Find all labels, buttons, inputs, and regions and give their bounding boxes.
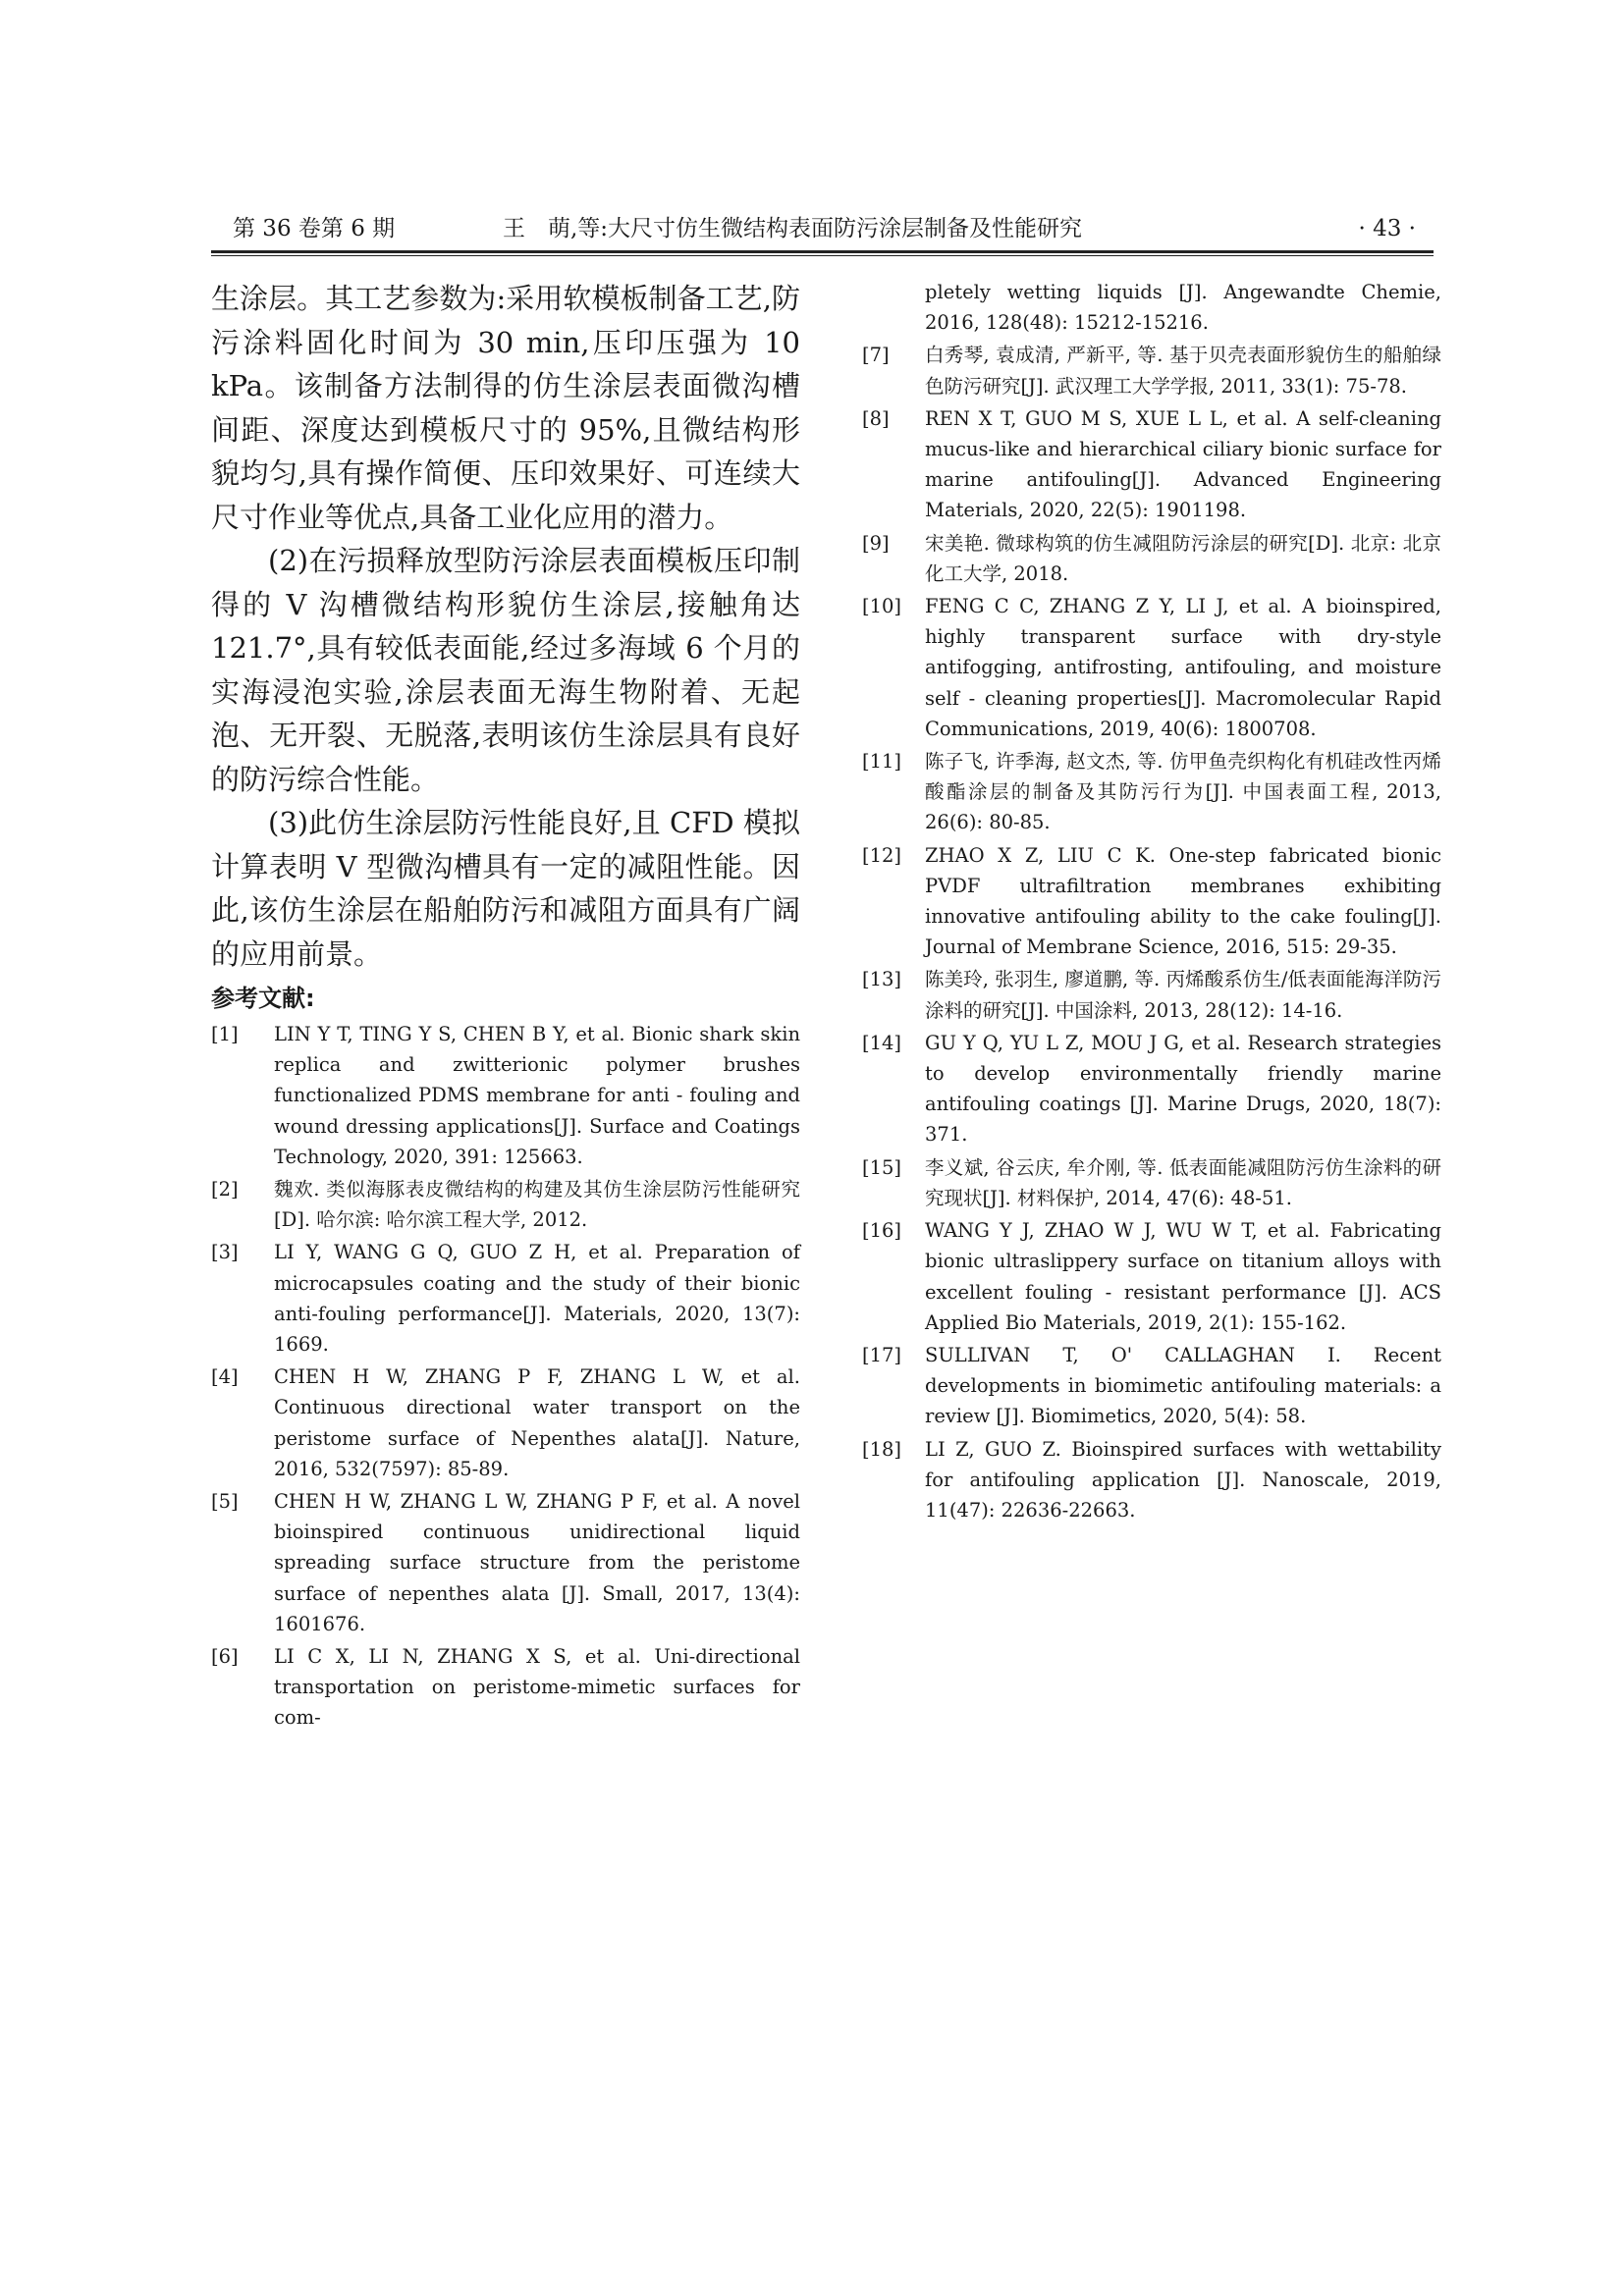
reference-item [211, 1237, 800, 1360]
reference-number: [18] [862, 1437, 902, 1461]
reference-item [862, 840, 1441, 963]
reference-text: CHEN H W, ZHANG L W, ZHANG P F, et al. A novel bioinspired continuous unidirectional liquid spreading surface structure from the peristome surface of nepenthes alata [J]. Small, 2017, 13(4): 1601676. [274, 1490, 800, 1635]
page-number: · 43 · [1358, 216, 1416, 241]
reference-number: [6] [211, 1645, 239, 1669]
left-column [211, 277, 800, 1735]
reference-text: CHEN H W, ZHANG P F, ZHANG L W, et al. Continuous directional water transport on the peristome surface of Nepenthes alata[J]. Nature, 2016, 532(7597): 85-89. [274, 1365, 800, 1480]
reference-text: WANG Y J, ZHAO W J, WU W T, et al. Fabricating bionic ultraslippery surface on titanium alloys with excellent fouling - resistant performance [J]. ACS Applied Bio Materials, 2019, 2(1): 155-162. [925, 1219, 1441, 1334]
reference-text: FENG C C, ZHANG Z Y, LI J, et al. A bioinspired, highly transparent surface with dry-style antifogging, antifrosting, antifouling, and moisture self - cleaning properties[J]. Macromolecular Rapid Communications, 2019, 40(6): 1800708. [925, 595, 1441, 740]
reference-item [862, 1152, 1441, 1213]
reference-number: [2] [211, 1178, 239, 1201]
reference-continuation: pletely wetting liquids [J]. Angewandte Chemie, 2016, 128(48): 15212-15216. [925, 281, 1441, 335]
reference-item [862, 1028, 1441, 1150]
reference-number: [9] [862, 531, 890, 555]
header-rule [211, 250, 1434, 253]
reference-number: [3] [211, 1241, 239, 1264]
reference-text: 魏欢. 类似海豚表皮微结构的构建及其仿生涂层防污性能研究[D]. 哈尔滨: 哈尔滨工程大学, 2012. [274, 1178, 800, 1232]
reference-text: 陈子飞, 许季海, 赵文杰, 等. 仿甲鱼壳织构化有机硅改性丙烯酸酯涂层的制备及其防污行为[J]. 中国表面工程, 2013, 26(6): 80-85. [925, 750, 1441, 834]
reference-text: LI Y, WANG G Q, GUO Z H, et al. Preparation of microcapsules coating and the study of their bionic anti-fouling performance[J]. Materials, 2020, 13(7): 1669. [274, 1241, 800, 1357]
reference-item [862, 1434, 1441, 1526]
reference-text: LI C X, LI N, ZHANG X S, et al. Uni-directional transportation on peristome-mimetic surfaces for com- [274, 1645, 800, 1730]
reference-text: 宋美艳. 微球构筑的仿生减阻防污涂层的研究[D]. 北京: 北京化工大学, 2018. [925, 531, 1441, 585]
reference-item [862, 340, 1441, 400]
body-paragraph: (2)在污损释放型防污涂层表面模板压印制得的 V 沟槽微结构形貌仿生涂层,接触角达 121.7°,具有较低表面能,经过多海域 6 个月的实海浸泡实验,涂层表面无海生物附着、无起泡、无开裂、无脱落,表明该仿生涂层具有良好的防污综合性能。 [211, 544, 800, 796]
reference-number: [15] [862, 1155, 902, 1179]
reference-text: GU Y Q, YU L Z, MOU J G, et al. Research strategies to develop environmentally friendly marine antifouling coatings [J]. Marine Drugs, 2020, 18(7): 371. [925, 1031, 1441, 1147]
reference-number: [8] [862, 406, 890, 430]
reference-text: LIN Y T, TING Y S, CHEN B Y, et al. Bionic shark skin replica and zwitterionic polymer brushes functionalized PDMS membrane for anti - fouling and wound dressing applications[J]. Surface and Coatings Technology, 2020, 391: 125663. [274, 1023, 800, 1168]
reference-item [211, 1641, 800, 1734]
reference-text: 李义斌, 谷云庆, 牟介刚, 等. 低表面能减阻防污仿生涂料的研究现状[J]. 材料保护, 2014, 47(6): 48-51. [925, 1155, 1441, 1209]
reference-number: [17] [862, 1343, 902, 1366]
reference-item [862, 1340, 1441, 1432]
reference-item [211, 1019, 800, 1172]
reference-item [862, 746, 1441, 838]
reference-text: 白秀琴, 袁成清, 严新平, 等. 基于贝壳表面形貌仿生的船舶绿色防污研究[J]. 武汉理工大学学报, 2011, 33(1): 75-78. [925, 344, 1441, 398]
reference-number: [12] [862, 843, 902, 867]
reference-number: [5] [211, 1490, 239, 1514]
reference-item [862, 528, 1441, 589]
reference-number: [13] [862, 968, 902, 991]
reference-number: [11] [862, 750, 902, 774]
running-title: 王 萌,等:大尺寸仿生微结构表面防污涂层制备及性能研究 [503, 216, 1083, 241]
reference-item [211, 1486, 800, 1639]
references-heading: 参考文献: [211, 985, 315, 1012]
reference-item [862, 1215, 1441, 1338]
reference-number: [7] [862, 344, 890, 367]
header-rule-thin [211, 255, 1434, 256]
running-header [211, 214, 1434, 245]
reference-text: LI Z, GUO Z. Bioinspired surfaces with wettability for antifouling application [J]. Nanoscale, 2019, 11(47): 22636-22663. [925, 1437, 1441, 1522]
reference-item [862, 591, 1441, 744]
reference-number: [4] [211, 1365, 239, 1389]
reference-item [211, 1362, 800, 1484]
reference-text: SULLIVAN T, O' CALLAGHAN I. Recent developments in biomimetic antifouling materials: a review [J]. Biomimetics, 2020, 5(4): 58. [925, 1343, 1441, 1428]
reference-number: [14] [862, 1031, 902, 1054]
reference-number: [1] [211, 1023, 239, 1045]
body-paragraph: 生涂层。其工艺参数为:采用软模板制备工艺,防污涂料固化时间为 30 min,压印压强为 10 kPa。该制备方法制得的仿生涂层表面微沟槽间距、深度达到模板尺寸的 95%,且微结构形貌均匀,具有操作简便、压印效果好、可连续大尺寸作业等优点,具备工业化应用的潜力。 [211, 282, 800, 534]
reference-number: [16] [862, 1219, 902, 1243]
reference-text: ZHAO X Z, LIU C K. One-step fabricated bionic PVDF ultrafiltration membranes exhibiting innovative antifouling ability to the cake fouling[J]. Journal of Membrane Science, 2016, 515: 29-35. [925, 843, 1441, 959]
right-column [862, 277, 1441, 1527]
reference-text: 陈美玲, 张羽生, 廖道鹏, 等. 丙烯酸系仿生/低表面能海洋防污涂料的研究[J]. 中国涂料, 2013, 28(12): 14-16. [925, 968, 1441, 1022]
body-paragraph: (3)此仿生涂层防污性能良好,且 CFD 模拟计算表明 V 型微沟槽具有一定的减阻性能。因此,该仿生涂层在船舶防污和减阻方面具有广阔的应用前景。 [211, 806, 800, 971]
reference-number: [10] [862, 595, 902, 618]
reference-item [862, 964, 1441, 1025]
reference-item [862, 403, 1441, 526]
reference-text: REN X T, GUO M S, XUE L L, et al. A self-cleaning mucus-like and hierarchical ciliary bionic surface for marine antifouling[J]. Advanced Engineering Materials, 2020, 22(5): 1901198. [925, 406, 1441, 522]
journal-issue: 第 36 卷第 6 期 [233, 216, 396, 241]
reference-item [211, 1174, 800, 1235]
